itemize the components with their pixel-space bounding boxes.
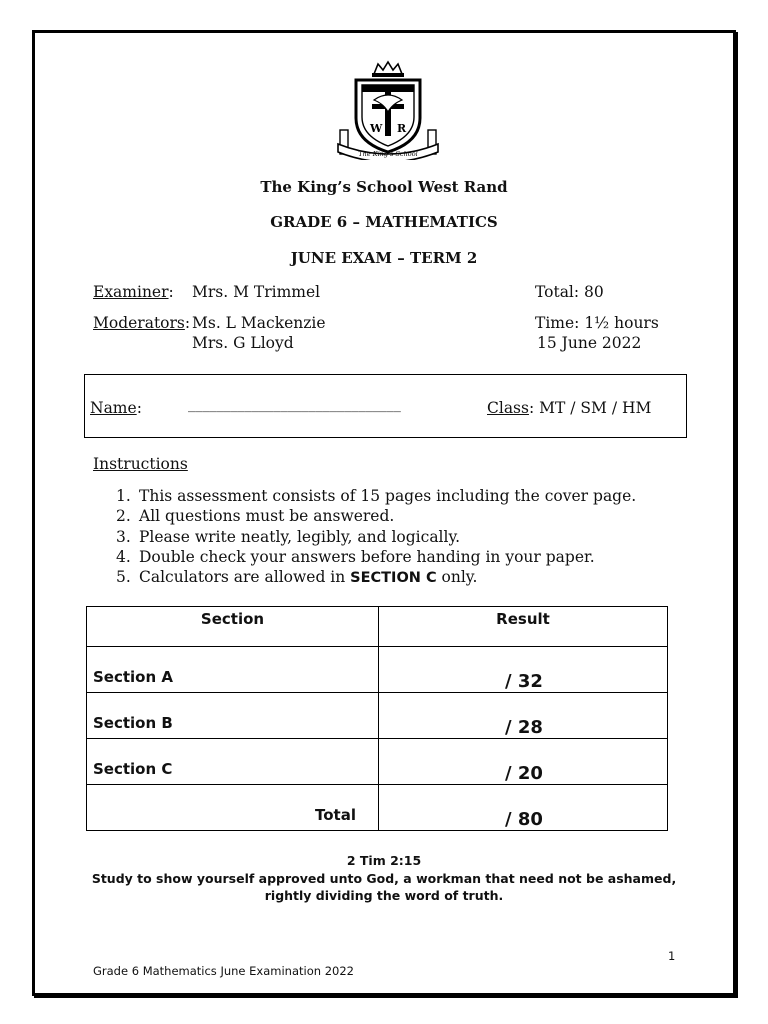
instructions-heading: Instructions <box>93 455 188 473</box>
school-crest-icon <box>334 60 442 160</box>
moderator-2: Mrs. G Lloyd <box>192 334 294 352</box>
result-header: Result <box>379 607 668 647</box>
list-item: 1. This assessment consists of 15 pages including the cover page. <box>116 487 637 505</box>
verse-reference: 2 Tim 2:15 <box>346 853 422 868</box>
instructions-list <box>116 486 636 587</box>
exam-time: Time: 1½ hours <box>535 314 659 332</box>
moderator-1: Ms. L Mackenzie <box>192 314 326 332</box>
name-colon: : <box>136 399 142 417</box>
examiner-value: Mrs. M Trimmel <box>192 283 321 301</box>
name-field <box>90 399 142 417</box>
exam-date: 15 June 2022 <box>537 334 642 352</box>
results-table <box>86 606 668 831</box>
section-score: / 32 <box>505 671 543 692</box>
table-row <box>87 739 668 785</box>
list-item: 4. Double check your answers before handing in your paper. <box>116 547 595 566</box>
moderators-field <box>93 314 190 332</box>
examiner-label: Examiner <box>93 283 169 301</box>
page-footer: Grade 6 Mathematics June Examination 2022 <box>93 964 354 978</box>
section-label: Section A <box>93 668 173 686</box>
svg-text:R: R <box>397 122 407 135</box>
name-blank-line[interactable]: ______________________________ <box>188 397 401 413</box>
page-number: 1 <box>668 949 676 963</box>
class-label: Class <box>487 399 529 417</box>
table-header-row <box>87 607 668 647</box>
table-row <box>87 693 668 739</box>
class-field <box>487 399 651 417</box>
svg-text:W: W <box>370 122 383 135</box>
exam-term: JUNE EXAM – TERM 2 <box>290 249 478 267</box>
section-header: Section <box>87 607 379 647</box>
table-row <box>87 785 668 831</box>
total-label: Total <box>315 806 356 824</box>
section-score: / 28 <box>505 717 543 738</box>
examiner-colon: : <box>168 283 174 301</box>
list-item: 5. Calculators are allowed in SECTION C only. <box>116 568 478 587</box>
moderators-colon: : <box>184 314 191 332</box>
name-label: Name <box>90 399 137 417</box>
total-marks: Total: 80 <box>535 283 604 301</box>
svg-text:The King’s School: The King’s School <box>358 150 418 158</box>
list-item: 2. All questions must be answered. <box>116 507 395 526</box>
table-row <box>87 647 668 693</box>
examiner-field <box>93 283 174 301</box>
section-label: Section C <box>93 760 173 778</box>
verse-line-1: Study to show yourself approved unto God, a workman that need not be ashamed, <box>91 871 677 886</box>
class-options: : MT / SM / HM <box>528 399 652 417</box>
section-score: / 20 <box>505 763 543 784</box>
verse-line-2: rightly dividing the word of truth. <box>264 888 504 903</box>
moderators-label: Moderators <box>93 314 185 332</box>
exam-subject: GRADE 6 – MATHEMATICS <box>270 213 498 231</box>
section-label: Section B <box>93 714 173 732</box>
total-score: / 80 <box>505 809 543 830</box>
list-item: 3. Please write neatly, legibly, and logically. <box>116 527 461 546</box>
school-name: The King’s School West Rand <box>260 178 508 196</box>
